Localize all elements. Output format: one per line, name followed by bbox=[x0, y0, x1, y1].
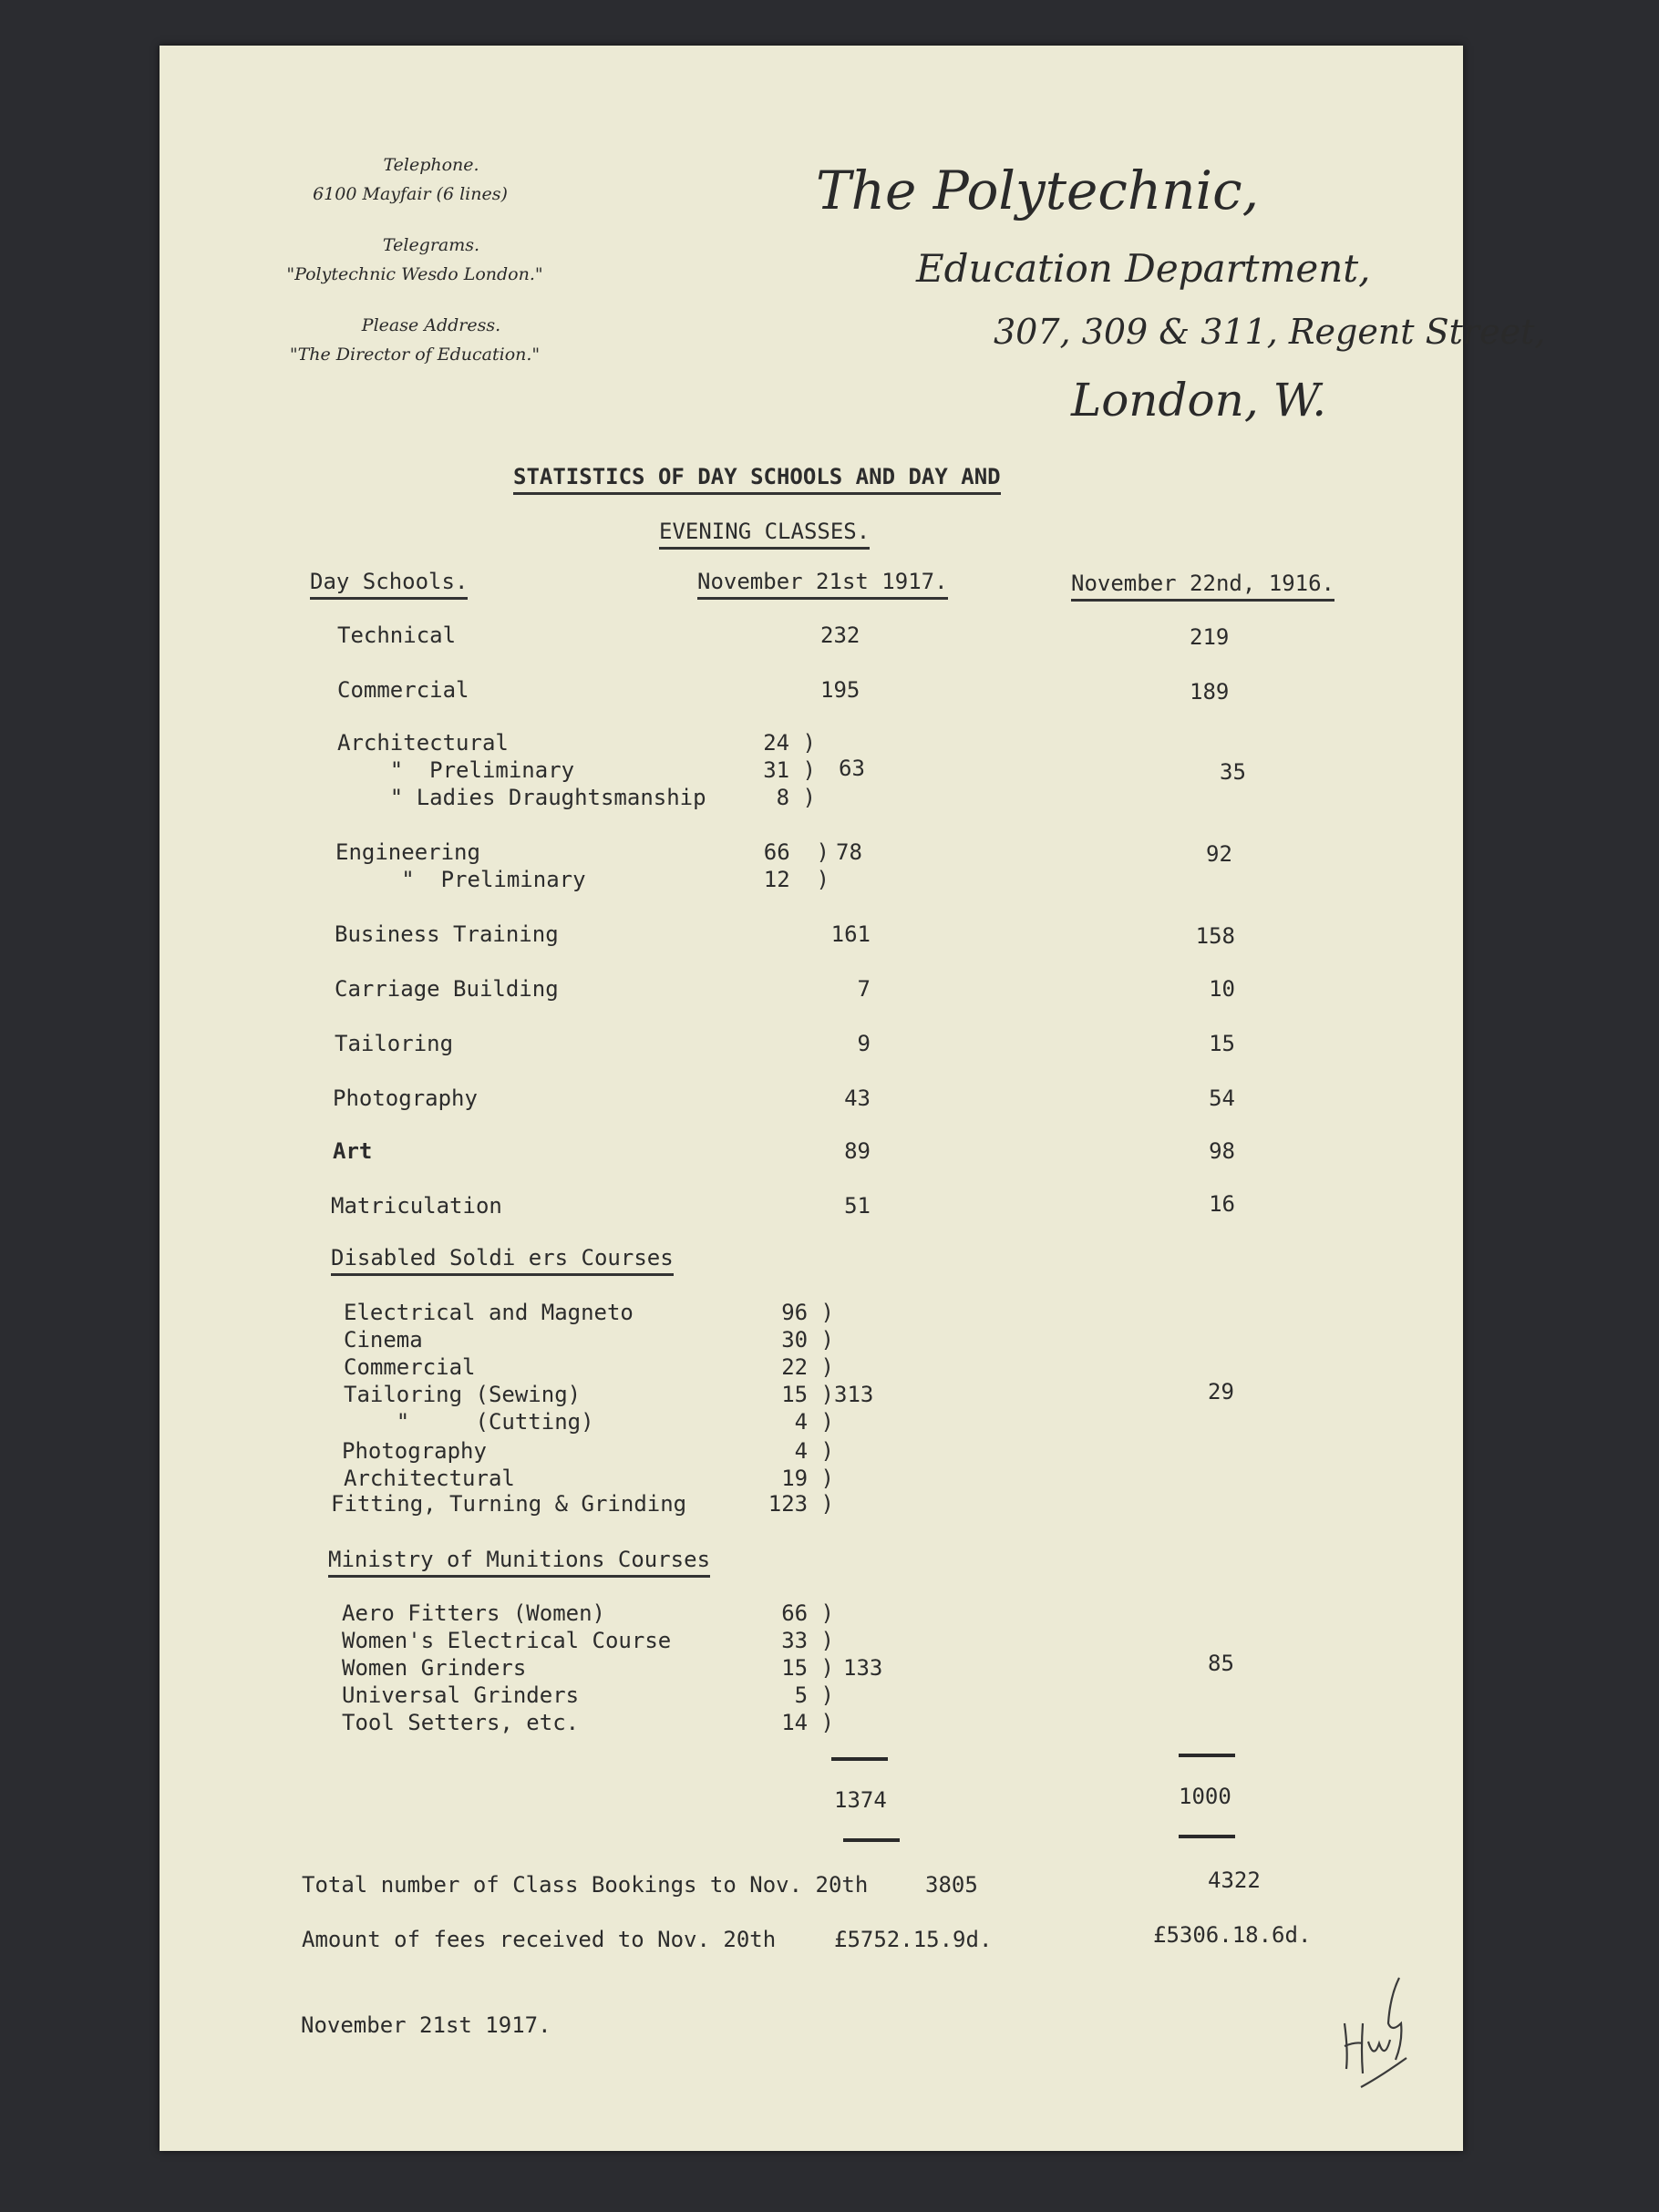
document-title-line1: STATISTICS OF DAY SCHOOLS AND DAY AND bbox=[513, 463, 1001, 495]
row-value-1916: 189 bbox=[1190, 679, 1230, 705]
document-date: November 21st 1917. bbox=[301, 2012, 551, 2038]
course-value: 33 ) bbox=[781, 1628, 834, 1653]
course-value: 96 ) bbox=[781, 1300, 834, 1325]
group-line-label: " Ladies Draughtsmanship bbox=[337, 785, 706, 810]
header-day-schools: Day Schools. bbox=[310, 568, 468, 600]
address-value: "The Director of Education." bbox=[289, 345, 541, 365]
course-label: Aero Fitters (Women) bbox=[342, 1600, 605, 1626]
row-value-1916: 10 bbox=[1209, 976, 1235, 1002]
telegrams-label: Telegrams. bbox=[382, 235, 480, 255]
bookings-1916: 4322 bbox=[1208, 1867, 1261, 1893]
row-label: Business Training bbox=[335, 921, 559, 947]
course-value: 19 ) bbox=[781, 1466, 834, 1491]
row-label: Matriculation bbox=[331, 1193, 502, 1219]
course-value: 15 ) bbox=[781, 1655, 834, 1681]
group-line-value: 8 ) bbox=[776, 785, 816, 810]
munitions-total-1916: 85 bbox=[1208, 1651, 1234, 1676]
course-label: Women Grinders bbox=[342, 1655, 527, 1681]
rule-below-total-1916 bbox=[1179, 1835, 1235, 1838]
header-1917: November 21st 1917. bbox=[697, 568, 948, 600]
course-value: 66 ) bbox=[781, 1600, 834, 1626]
course-value: 4 ) bbox=[794, 1409, 834, 1435]
course-value: 15 ) bbox=[781, 1382, 834, 1407]
address-label: Please Address. bbox=[361, 315, 501, 335]
course-label: Commercial bbox=[344, 1354, 476, 1380]
document-page bbox=[160, 46, 1546, 2151]
course-value: 5 ) bbox=[794, 1682, 834, 1708]
row-label: Art bbox=[333, 1138, 373, 1164]
row-value-1917: 43 bbox=[844, 1085, 871, 1111]
row-value-1917: 9 bbox=[857, 1031, 871, 1056]
header-1916: November 22nd, 1916. bbox=[1071, 570, 1334, 602]
fees-1916: £5306.18.6d. bbox=[1153, 1922, 1312, 1948]
grand-total-1917: 1374 bbox=[834, 1787, 887, 1813]
course-value: 30 ) bbox=[781, 1327, 834, 1353]
row-value-1916: 219 bbox=[1190, 624, 1230, 650]
department-name: Education Department, bbox=[916, 246, 1371, 291]
fees-label: Amount of fees received to Nov. 20th bbox=[302, 1927, 777, 1952]
group-line-label: " Preliminary bbox=[335, 867, 586, 892]
handwritten-initials bbox=[1335, 1969, 1417, 2096]
course-label: Women's Electrical Course bbox=[342, 1628, 672, 1653]
row-value-1916: 98 bbox=[1209, 1138, 1235, 1164]
row-label: Carriage Building bbox=[335, 976, 559, 1002]
course-value: 22 ) bbox=[781, 1354, 834, 1380]
grand-total-1916: 1000 bbox=[1179, 1784, 1231, 1809]
group-line-label: " Preliminary bbox=[337, 757, 575, 783]
row-value-1917: 232 bbox=[820, 622, 860, 648]
row-value-1917: 195 bbox=[820, 677, 860, 703]
city-line: London, W. bbox=[1071, 374, 1327, 427]
group-total-1917: 78 bbox=[836, 839, 862, 865]
row-label: Tailoring bbox=[335, 1031, 454, 1056]
rule-below-total-1917 bbox=[843, 1838, 900, 1842]
bookings-label: Total number of Class Bookings to Nov. 20th bbox=[302, 1872, 869, 1898]
row-value-1916: 15 bbox=[1209, 1031, 1235, 1056]
row-label: Photography bbox=[333, 1085, 478, 1111]
group-line-value: 24 ) bbox=[763, 730, 816, 756]
disabled-total-1916: 29 bbox=[1208, 1379, 1234, 1404]
section-heading-munitions: Ministry of Munitions Courses bbox=[328, 1546, 710, 1578]
telephone-value: 6100 Mayfair (6 lines) bbox=[313, 184, 508, 204]
course-label: Universal Grinders bbox=[342, 1682, 580, 1708]
street-address: 307, 309 & 311, Regent Street, bbox=[994, 312, 1546, 352]
row-value-1916: 16 bbox=[1209, 1191, 1235, 1217]
section-heading-disabled: Disabled Soldi ers Courses bbox=[331, 1244, 674, 1276]
course-label: Fitting, Turning & Grinding bbox=[331, 1491, 687, 1517]
course-label: Photography bbox=[342, 1438, 487, 1464]
disabled-total-1917: 313 bbox=[834, 1382, 874, 1407]
course-label: Tool Setters, etc. bbox=[342, 1710, 580, 1735]
course-value: 14 ) bbox=[781, 1710, 834, 1735]
row-label: Commercial bbox=[337, 677, 469, 703]
row-value-1916: 158 bbox=[1195, 923, 1235, 949]
rule-above-total-1917 bbox=[831, 1757, 888, 1761]
group-line-label: Engineering bbox=[335, 839, 480, 865]
row-label: Technical bbox=[337, 622, 457, 648]
group-line-value: 31 ) bbox=[763, 757, 816, 783]
group-line-label: Architectural bbox=[337, 730, 509, 756]
group-total-1917: 63 bbox=[839, 756, 865, 781]
course-label: Architectural bbox=[344, 1466, 515, 1491]
telephone-label: Telephone. bbox=[383, 155, 479, 175]
course-value: 4 ) bbox=[794, 1438, 834, 1464]
course-label: Tailoring (Sewing) bbox=[344, 1382, 582, 1407]
row-value-1917: 89 bbox=[844, 1138, 871, 1164]
group-line-value: 66 ) bbox=[763, 839, 830, 865]
course-label: " (Cutting) bbox=[344, 1409, 594, 1435]
row-value-1917: 7 bbox=[857, 976, 871, 1002]
course-label: Cinema bbox=[344, 1327, 423, 1353]
row-value-1917: 161 bbox=[830, 921, 871, 947]
institution-name: The Polytechnic, bbox=[816, 159, 1260, 221]
group-total-1916: 35 bbox=[1220, 759, 1246, 785]
course-value: 123 ) bbox=[768, 1491, 834, 1517]
telegrams-value: "Polytechnic Wesdo London." bbox=[286, 264, 543, 284]
course-label: Electrical and Magneto bbox=[344, 1300, 634, 1325]
bookings-1917: 3805 bbox=[925, 1872, 978, 1898]
group-total-1916: 92 bbox=[1206, 841, 1232, 867]
fees-1917: £5752.15.9d. bbox=[834, 1927, 993, 1952]
group-line-value: 12 ) bbox=[763, 867, 830, 892]
document-title-line2: EVENING CLASSES. bbox=[659, 518, 870, 550]
row-value-1917: 51 bbox=[844, 1193, 871, 1219]
rule-above-total-1916 bbox=[1179, 1754, 1235, 1757]
munitions-total-1917: 133 bbox=[843, 1655, 883, 1681]
row-value-1916: 54 bbox=[1209, 1085, 1235, 1111]
